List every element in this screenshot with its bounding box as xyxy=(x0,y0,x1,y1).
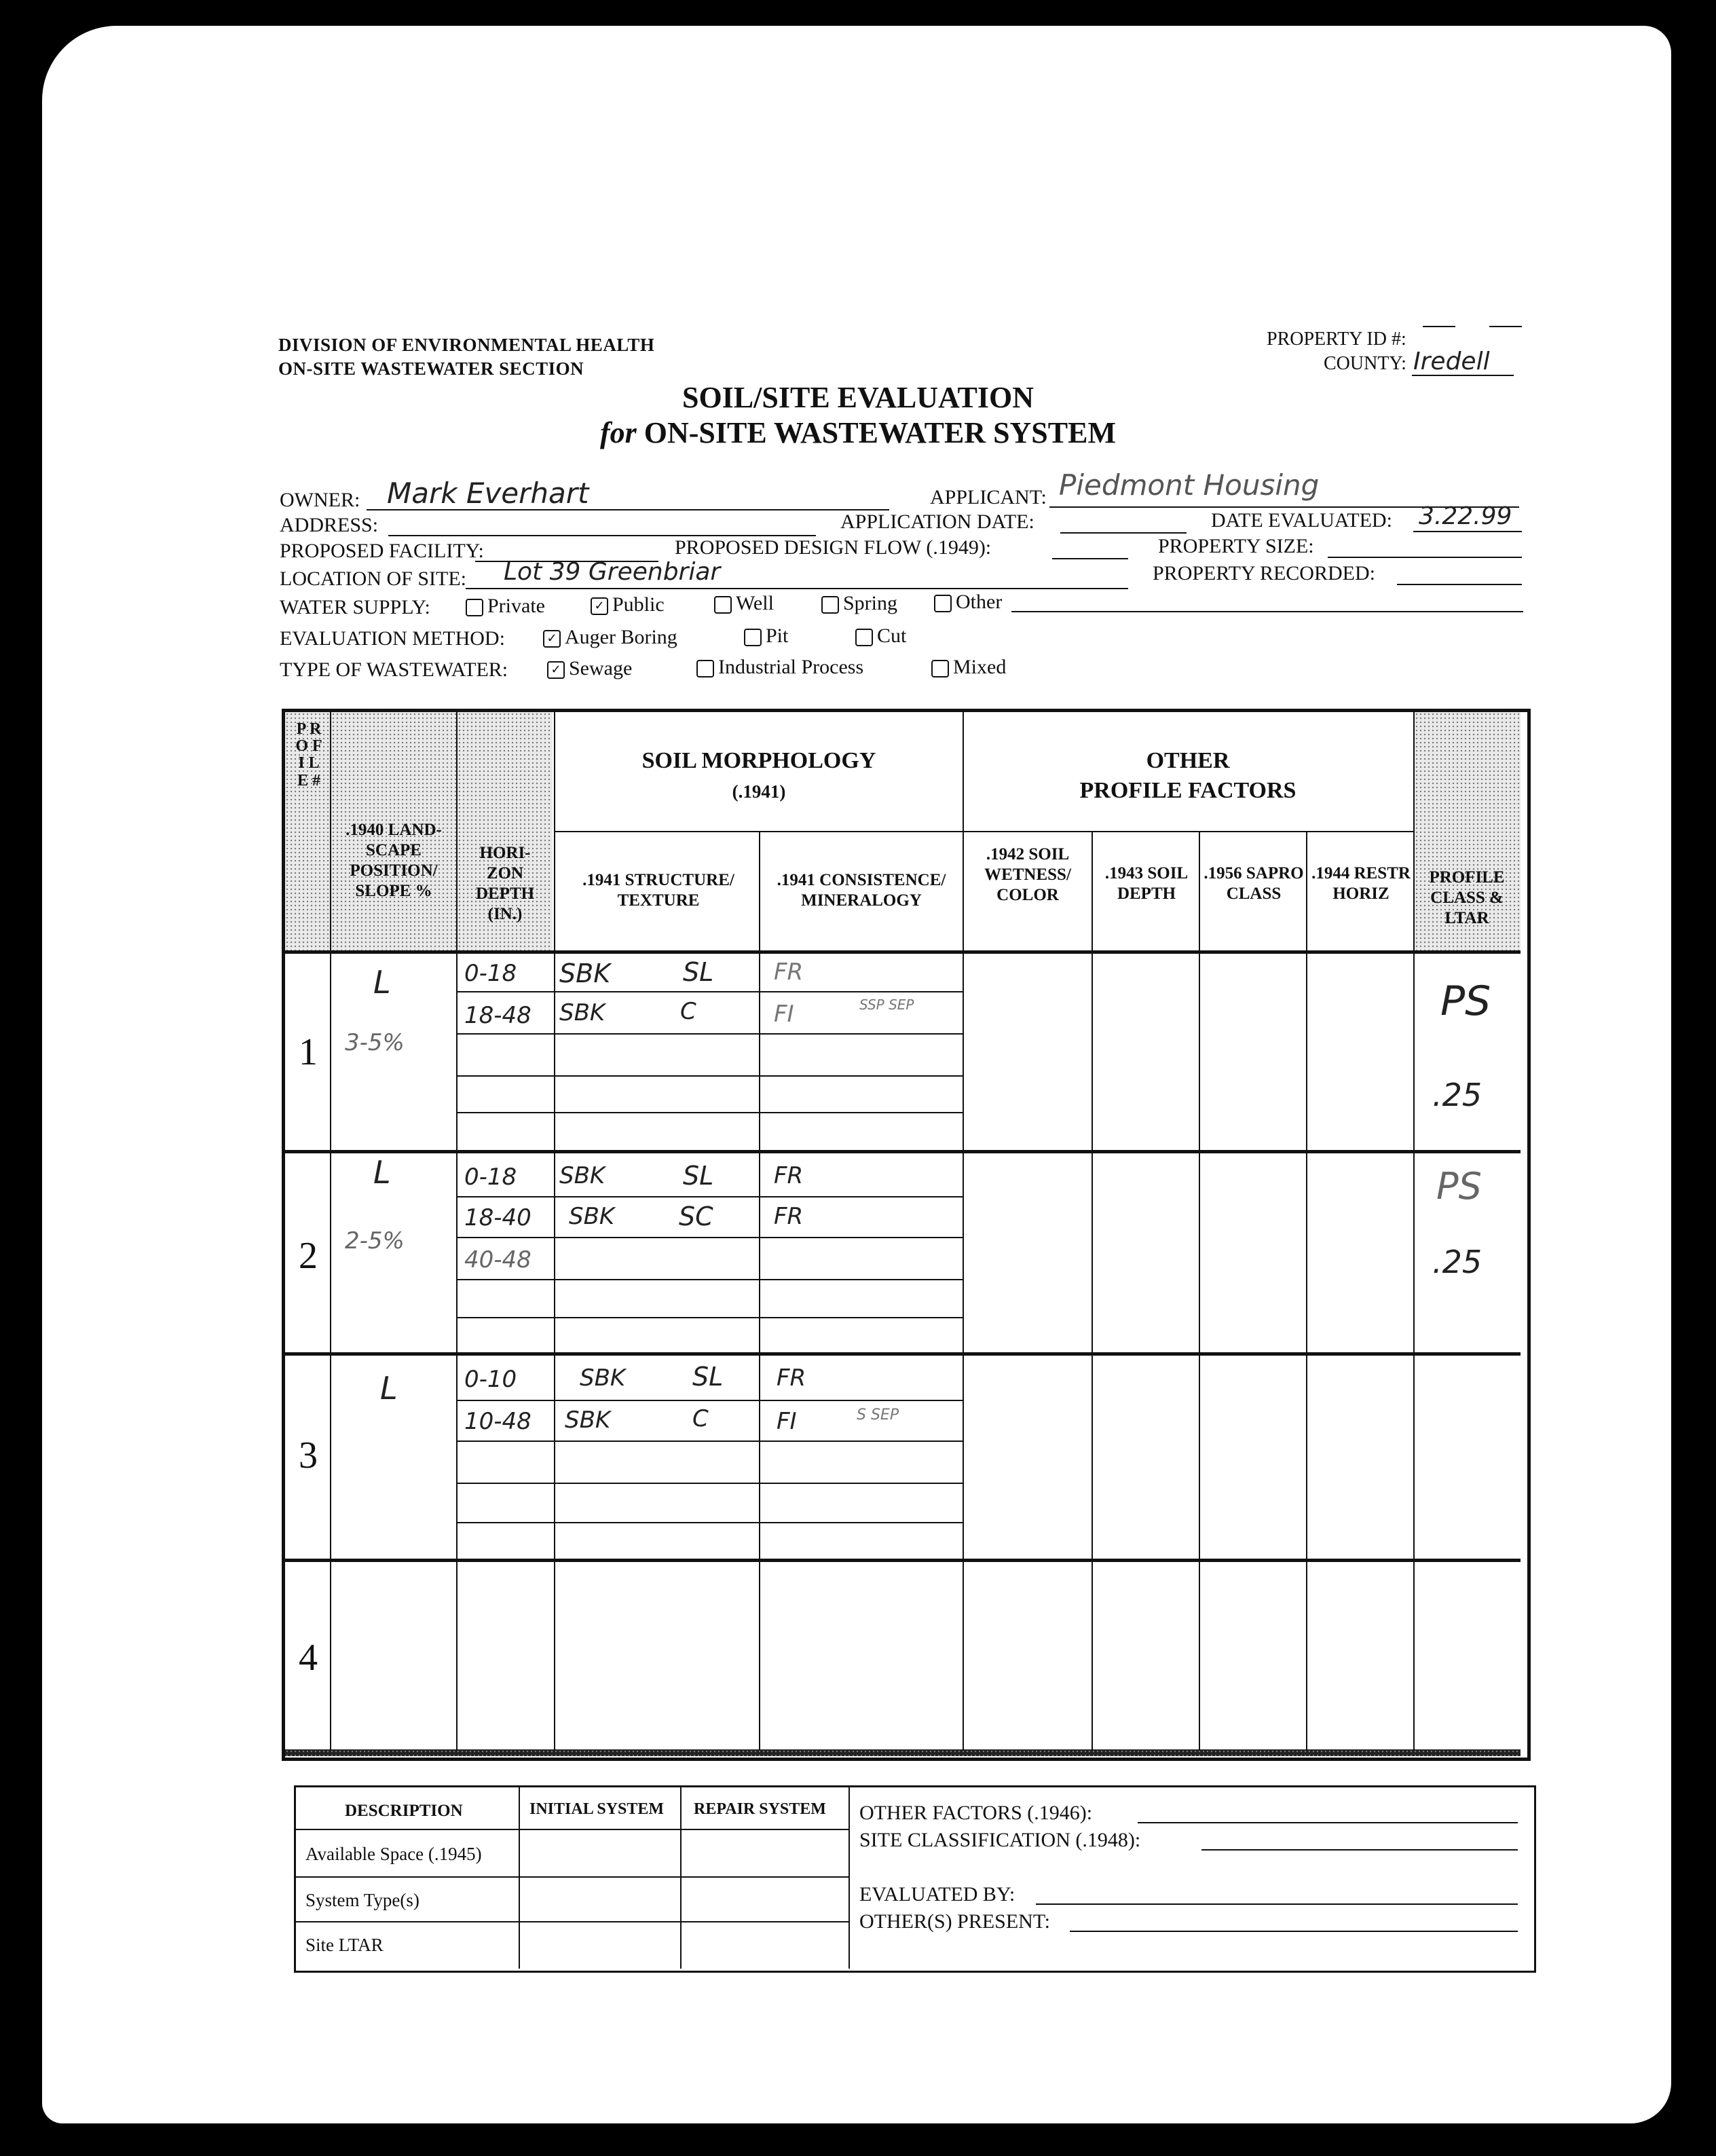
profile-1-number: 1 xyxy=(299,1031,318,1073)
owner-label: OWNER: xyxy=(280,489,360,511)
profile-1-landscape[interactable]: L xyxy=(373,964,391,1001)
profile-1-ltar[interactable]: .25 xyxy=(1432,1077,1482,1113)
profile-class-header: PROFILE CLASS & LTAR xyxy=(1429,868,1505,927)
mixed-option[interactable]: Mixed xyxy=(931,656,1006,679)
others-present-field[interactable] xyxy=(1070,1931,1518,1932)
soil-morphology-header: SOIL MORPHOLOGY xyxy=(641,748,876,773)
application-date-label: APPLICATION DATE: xyxy=(840,510,1034,533)
others-present-label: OTHER(S) PRESENT: xyxy=(859,1910,1051,1933)
county-label: COUNTY: xyxy=(1324,353,1406,374)
profile-2-structure-2[interactable]: SBK xyxy=(569,1203,615,1230)
profile-3-texture-1[interactable]: SL xyxy=(692,1362,724,1392)
site-ltar-label: Site LTAR xyxy=(305,1935,384,1955)
profile-2-landscape[interactable]: L xyxy=(373,1154,391,1191)
profile-3-consistence-1[interactable]: FR xyxy=(777,1364,806,1392)
water-public-option[interactable]: ✓ Public xyxy=(591,593,665,616)
section-heading: ON-SITE WASTEWATER SECTION xyxy=(278,358,584,379)
profile-1-structure-1[interactable]: SBK xyxy=(559,959,611,988)
date-evaluated-label: DATE EVALUATED: xyxy=(1211,509,1392,532)
profile-1-consistence-1[interactable]: FR xyxy=(774,959,804,986)
profile-3-depth-1[interactable]: 0-10 xyxy=(464,1366,517,1393)
design-flow-field[interactable] xyxy=(1052,558,1128,559)
soil-morphology-ref: (.1941) xyxy=(732,781,786,802)
wastewater-type-label: TYPE OF WASTEWATER: xyxy=(280,658,508,681)
site-classification-field[interactable] xyxy=(1201,1849,1518,1851)
profile-2-consistence-2[interactable]: FR xyxy=(774,1203,804,1230)
design-flow-label: PROPOSED DESIGN FLOW (.1949): xyxy=(675,536,992,559)
system-type-label: System Type(s) xyxy=(305,1890,419,1910)
other-factors-field[interactable] xyxy=(1138,1822,1518,1823)
applicant-value[interactable]: Piedmont Housing xyxy=(1059,468,1320,502)
applicant-label: APPLICANT: xyxy=(930,486,1047,508)
other-factors-label: OTHER FACTORS (.1946): xyxy=(859,1802,1093,1824)
restr-horiz-header: .1944 RESTR HORIZ xyxy=(1311,864,1411,903)
profile-1-consistence-2[interactable]: FI xyxy=(774,1001,794,1028)
profile-1-mineralogy-2[interactable]: SSP SEP xyxy=(859,997,914,1013)
profile-1-slope[interactable]: 3-5% xyxy=(345,1029,405,1056)
profile-2-number: 2 xyxy=(299,1235,318,1277)
auger-boring-option[interactable]: ✓ Auger Boring xyxy=(543,626,677,649)
subtitle-for: for xyxy=(599,416,637,449)
profile-3-texture-2[interactable]: C xyxy=(692,1405,709,1432)
available-space-label: Available Space (.1945) xyxy=(305,1844,482,1864)
profile-2-depth-2[interactable]: 18-40 xyxy=(464,1204,531,1231)
property-recorded-field[interactable] xyxy=(1397,584,1522,585)
profile-4-number: 4 xyxy=(299,1637,318,1679)
address-label: ADDRESS: xyxy=(280,514,379,536)
property-size-field[interactable] xyxy=(1328,557,1522,558)
sewage-option[interactable]: ✓ Sewage xyxy=(547,657,632,680)
profile-3-structure-2[interactable]: SBK xyxy=(565,1407,611,1434)
proposed-facility-label: PROPOSED FACILITY: xyxy=(280,540,484,562)
checkbox-auger-checked[interactable]: ✓ xyxy=(543,630,561,648)
water-other-field[interactable] xyxy=(1011,611,1523,612)
profile-2-ltar[interactable]: .25 xyxy=(1432,1244,1482,1280)
profile-2-texture-1[interactable]: SL xyxy=(683,1161,714,1191)
form-title: SOIL/SITE EVALUATION xyxy=(682,381,1034,414)
consistence-mineralogy-header: .1941 CONSISTENCE/ MINERALOGY xyxy=(777,871,946,910)
profile-1-texture-1[interactable]: SL xyxy=(683,957,714,987)
landscape-header: .1940 LAND- SCAPE POSITION/ SLOPE % xyxy=(346,821,442,900)
profile-3-number: 3 xyxy=(299,1434,318,1476)
location-value[interactable]: Lot 39 Greenbriar xyxy=(504,558,721,586)
profile-2-structure-1[interactable]: SBK xyxy=(559,1162,605,1189)
profile-factors-header: PROFILE FACTORS xyxy=(1079,778,1297,803)
form-subtitle xyxy=(0,415,1716,450)
county-value[interactable]: Iredell xyxy=(1413,348,1490,375)
profile-3-mineralogy-2[interactable]: S SEP xyxy=(857,1407,899,1424)
checkbox-public-checked[interactable]: ✓ xyxy=(591,597,608,615)
water-other-option[interactable]: Other xyxy=(934,591,1002,614)
owner-value[interactable]: Mark Everhart xyxy=(387,477,589,510)
description-header: DESCRIPTION xyxy=(345,1802,463,1820)
division-heading: DIVISION OF ENVIRONMENTAL HEALTH xyxy=(278,335,655,355)
date-evaluated-value[interactable]: 3.22.99 xyxy=(1419,502,1512,530)
profile-3-structure-1[interactable]: SBK xyxy=(580,1364,626,1392)
profile-3-depth-2[interactable]: 10-48 xyxy=(464,1408,531,1435)
profile-2-depth-1[interactable]: 0-18 xyxy=(464,1164,517,1191)
profile-2-class[interactable]: PS xyxy=(1436,1165,1482,1208)
water-private-option[interactable]: Private xyxy=(466,595,545,618)
sapro-class-header: .1956 SAPRO CLASS xyxy=(1204,864,1304,903)
checkbox-pit[interactable] xyxy=(744,629,762,646)
profile-2-slope[interactable]: 2-5% xyxy=(345,1227,405,1254)
property-id-label: PROPERTY ID #: xyxy=(1267,329,1406,350)
checkbox-sewage-checked[interactable]: ✓ xyxy=(547,661,565,679)
profile-3-landscape[interactable]: L xyxy=(380,1370,398,1407)
profile-1-class[interactable]: PS xyxy=(1440,978,1491,1025)
evaluated-by-label: EVALUATED BY: xyxy=(859,1883,1015,1906)
profile-1-texture-2[interactable]: C xyxy=(680,998,696,1025)
initial-system-header: INITIAL SYSTEM xyxy=(529,1800,665,1818)
profile-2-texture-2[interactable]: SC xyxy=(679,1202,713,1231)
checkbox-private[interactable] xyxy=(466,599,483,616)
checkbox-spring[interactable] xyxy=(821,596,839,614)
other-header: OTHER xyxy=(1146,748,1230,773)
checkbox-other[interactable] xyxy=(934,595,952,612)
soil-depth-header: .1943 SOIL DEPTH xyxy=(1104,864,1189,903)
pit-option[interactable]: Pit xyxy=(744,625,788,648)
property-size-label: PROPERTY SIZE: xyxy=(1158,535,1314,557)
checkbox-mixed[interactable] xyxy=(931,660,949,677)
checkbox-well[interactable] xyxy=(714,596,732,614)
property-recorded-label: PROPERTY RECORDED: xyxy=(1153,562,1375,584)
structure-texture-header: .1941 STRUCTURE/ TEXTURE xyxy=(582,871,734,910)
profile-1-depth-1[interactable]: 0-18 xyxy=(464,960,517,987)
evaluated-by-field[interactable] xyxy=(1036,1903,1518,1905)
subtitle-rest: ON-SITE WASTEWATER SYSTEM xyxy=(644,416,1117,449)
repair-system-header: REPAIR SYSTEM xyxy=(694,1800,826,1818)
profile-2-depth-3[interactable]: 40-48 xyxy=(464,1246,531,1274)
checkbox-cut[interactable] xyxy=(855,629,873,646)
profile-number-header: P R O F I L E # xyxy=(295,720,322,789)
water-spring-option[interactable]: Spring xyxy=(821,592,897,615)
site-classification-label: SITE CLASSIFICATION (.1948): xyxy=(859,1829,1141,1851)
evaluation-method-label: EVALUATION METHOD: xyxy=(280,627,505,650)
horizon-depth-header: HORI- ZON DEPTH (IN.) xyxy=(475,844,535,923)
location-label: LOCATION OF SITE: xyxy=(280,568,466,590)
application-date-field[interactable] xyxy=(1060,532,1187,534)
soil-wetness-header: .1942 SOIL WETNESS/ COLOR xyxy=(984,845,1071,904)
profile-1-structure-2[interactable]: SBK xyxy=(559,999,605,1026)
profile-1-depth-2[interactable]: 18-48 xyxy=(464,1002,531,1029)
profile-3-consistence-2[interactable]: FI xyxy=(777,1408,797,1435)
profile-2-consistence-1[interactable]: FR xyxy=(774,1162,804,1189)
cut-option[interactable]: Cut xyxy=(855,625,906,648)
water-well-option[interactable]: Well xyxy=(714,592,774,615)
water-supply-label: WATER SUPPLY: xyxy=(280,596,430,618)
industrial-process-option[interactable]: Industrial Process xyxy=(696,656,863,679)
checkbox-industrial[interactable] xyxy=(696,660,714,677)
